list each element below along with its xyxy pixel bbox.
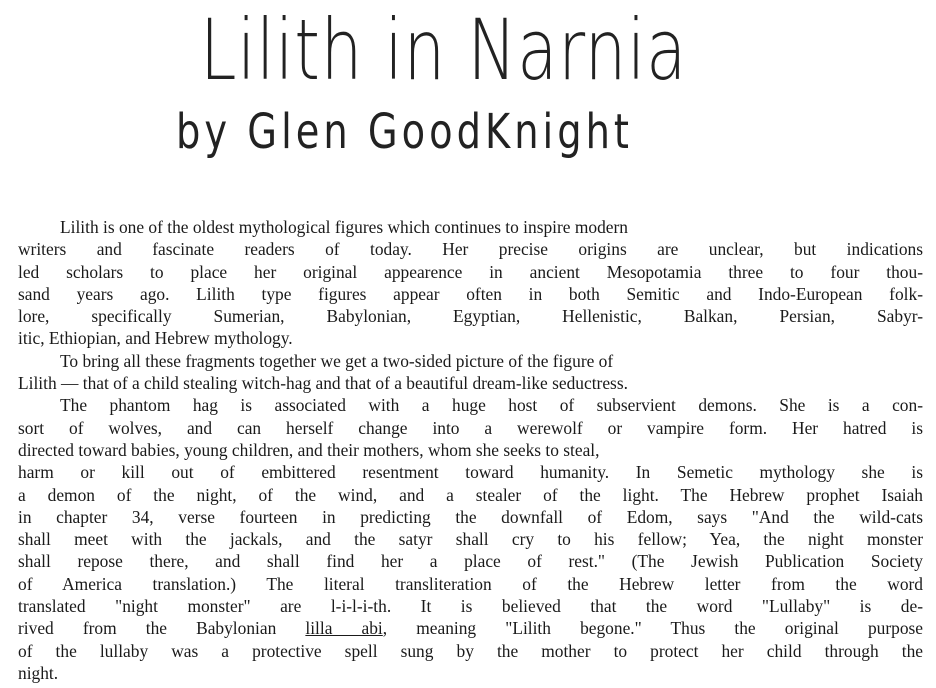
body-line-part: rived from the Babylonian — [18, 618, 306, 639]
body-line: Lilith — that of a child stealing witch-hag and that of a beautiful dream-like seductress. — [18, 373, 628, 394]
body-line: a demon of the night, of the wind, and a stealer of the light. The Hebrew prophet Isaiah — [18, 484, 923, 505]
body-line: of America translation.) The literal transliteration of the Hebrew letter from the word — [18, 573, 923, 594]
body-line-part: , meaning "Lilith begone." Thus the original purpose — [382, 618, 924, 639]
body-line: translated "night monster" are l-i-l-i-th. It is believed that the word "Lullaby" is de- — [18, 596, 923, 617]
body-line: The phantom hag is associated with a huge host of subservient demons. She is a con- — [60, 395, 923, 416]
body-line: Lilith is one of the oldest mythological figures which continues to inspire modern — [60, 217, 628, 237]
body-line: night. — [18, 662, 59, 683]
body-line: harm or kill out of embittered resentment toward humanity. In Semetic mythology she is — [18, 462, 923, 483]
author-byline: by Glen GoodKnight — [176, 104, 633, 160]
body-line: sand years ago. Lilith type figures appear often in both Semitic and Indo-European folk- — [18, 283, 923, 304]
body-line: itic, Ethiopian, and Hebrew mythology. — [18, 328, 293, 349]
body-line: sort of wolves, and can herself change into a werewolf or vampire form. Her hatred is — [18, 417, 923, 438]
article-body — [18, 216, 923, 684]
underlined-phrase: lilla abi — [305, 618, 383, 639]
body-line: To bring all these fragments together we get a two-sided picture of the figure of — [60, 350, 614, 371]
article-title: Lilith in Narnia — [200, 1, 688, 99]
body-line — [18, 617, 923, 639]
body-line: shall repose there, and shall find her a place of rest." (The Jewish Publication Society — [18, 551, 923, 572]
body-line: shall meet with the jackals, and the satyr shall cry to his fellow; Yea, the night monster — [18, 529, 923, 550]
body-line: in chapter 34, verse fourteen in predicting the downfall of Edom, says "And the wild-cats — [18, 506, 923, 527]
body-line: lore, specifically Sumerian, Babylonian, Egyptian, Hellenistic, Balkan, Persian, Sabyr- — [18, 306, 923, 327]
body-line: directed toward babies, young children, and their mothers, whom she seeks to steal, — [18, 439, 600, 460]
body-line: led scholars to place her original appearence in ancient Mesopotamia three to four thou- — [18, 261, 923, 282]
body-line: writers and fascinate readers of today. Her precise origins are unclear, but indications — [18, 239, 923, 260]
body-line: of the lullaby was a protective spell sung by the mother to protect her child through the — [18, 640, 923, 661]
